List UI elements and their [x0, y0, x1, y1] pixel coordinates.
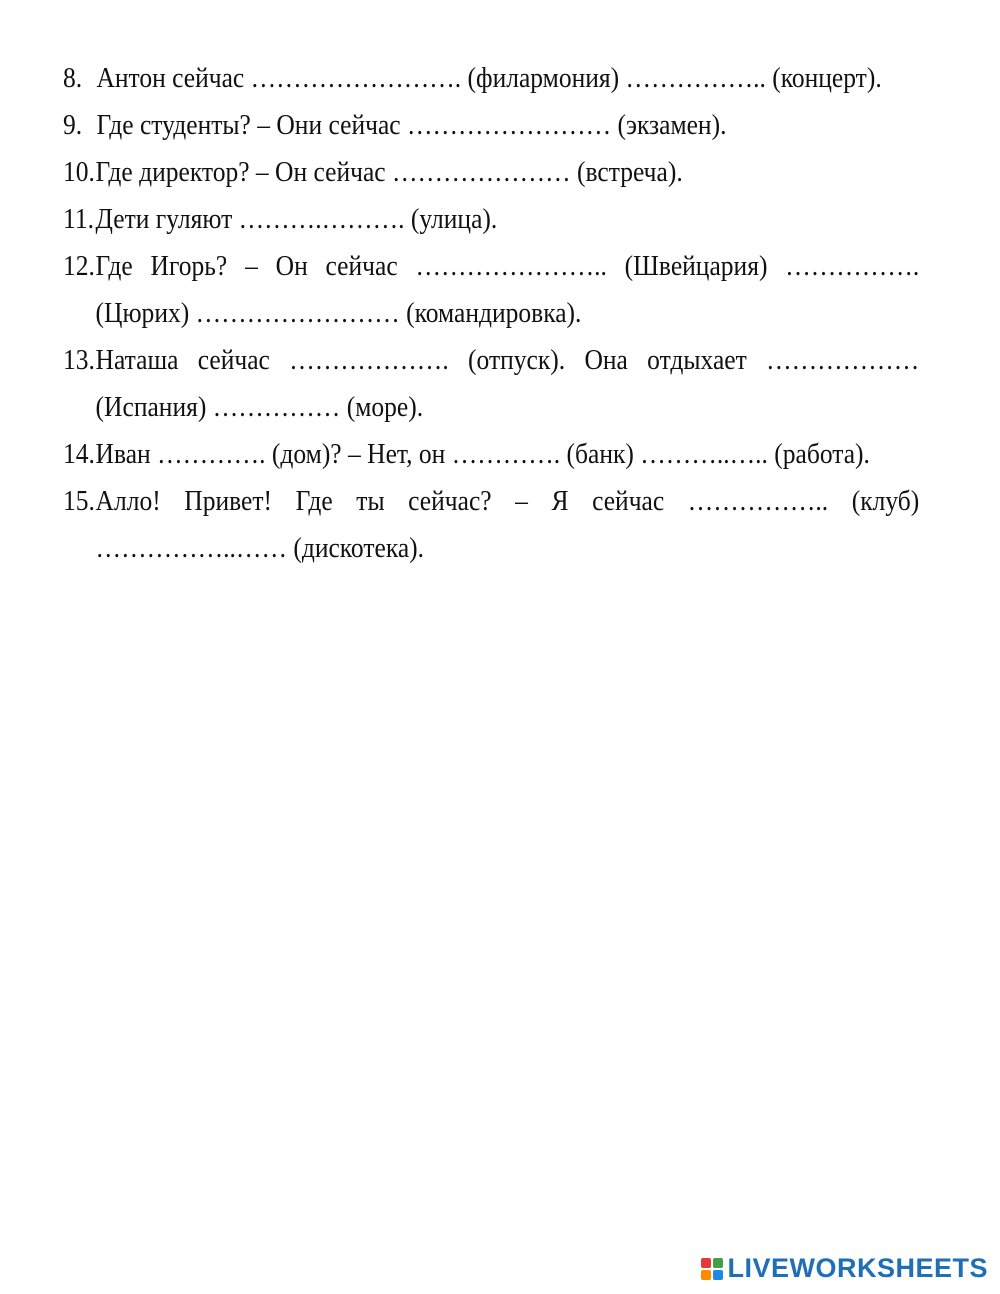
liveworksheets-brand [701, 1253, 988, 1284]
exercise-item-11 [63, 196, 919, 243]
exercise-number: 9. [63, 109, 83, 141]
exercise-number: 12. [63, 250, 95, 282]
exercise-item-15 [63, 478, 919, 572]
exercise-item-13 [63, 337, 919, 431]
exercise-text: Дети гуляют ……….………. (улица). [95, 203, 498, 235]
liveworksheets-logo-icon [701, 1258, 723, 1280]
logo-square [713, 1258, 723, 1268]
exercise-number: 14. [63, 438, 95, 470]
exercise-number: 13. [63, 344, 95, 376]
exercise-text: Алло! Привет! Где ты сейчас? – Я сейчас …………….. (клуб) ……………..…… (дискотека). [95, 485, 920, 564]
logo-square [713, 1270, 723, 1280]
exercise-item-8 [63, 55, 919, 102]
exercise-text: Где Игорь? – Он сейчас ………………….. (Швейцария) ……………. (Цюрих) …………………… (командировка). [95, 250, 920, 329]
brand-name: LIVEWORKSHEETS [727, 1253, 988, 1283]
exercise-text: Где студенты? – Они сейчас …………………… (экзамен). [96, 109, 727, 141]
exercise-list [63, 55, 919, 572]
exercise-item-14 [63, 431, 919, 478]
exercise-text: Наташа сейчас ………………. (отпуск). Она отдыхает ……………… (Испания) …………… (море). [95, 344, 920, 423]
exercise-number: 11. [63, 203, 94, 235]
exercise-number: 10. [63, 156, 95, 188]
exercise-item-12 [63, 243, 919, 337]
exercise-number: 8. [63, 62, 83, 94]
exercise-text: Антон сейчас ……………………. (филармония) …………….. (концерт). [96, 62, 882, 94]
exercise-text: Где директор? – Он сейчас ………………… (встреча). [95, 156, 683, 188]
logo-square [701, 1270, 711, 1280]
exercise-text: Иван …………. (дом)? – Нет, он …………. (банк) ………..….. (работа). [95, 438, 870, 470]
exercise-item-10 [63, 149, 919, 196]
exercise-item-9 [63, 102, 919, 149]
exercise-number: 15. [63, 485, 95, 517]
logo-square [701, 1258, 711, 1268]
